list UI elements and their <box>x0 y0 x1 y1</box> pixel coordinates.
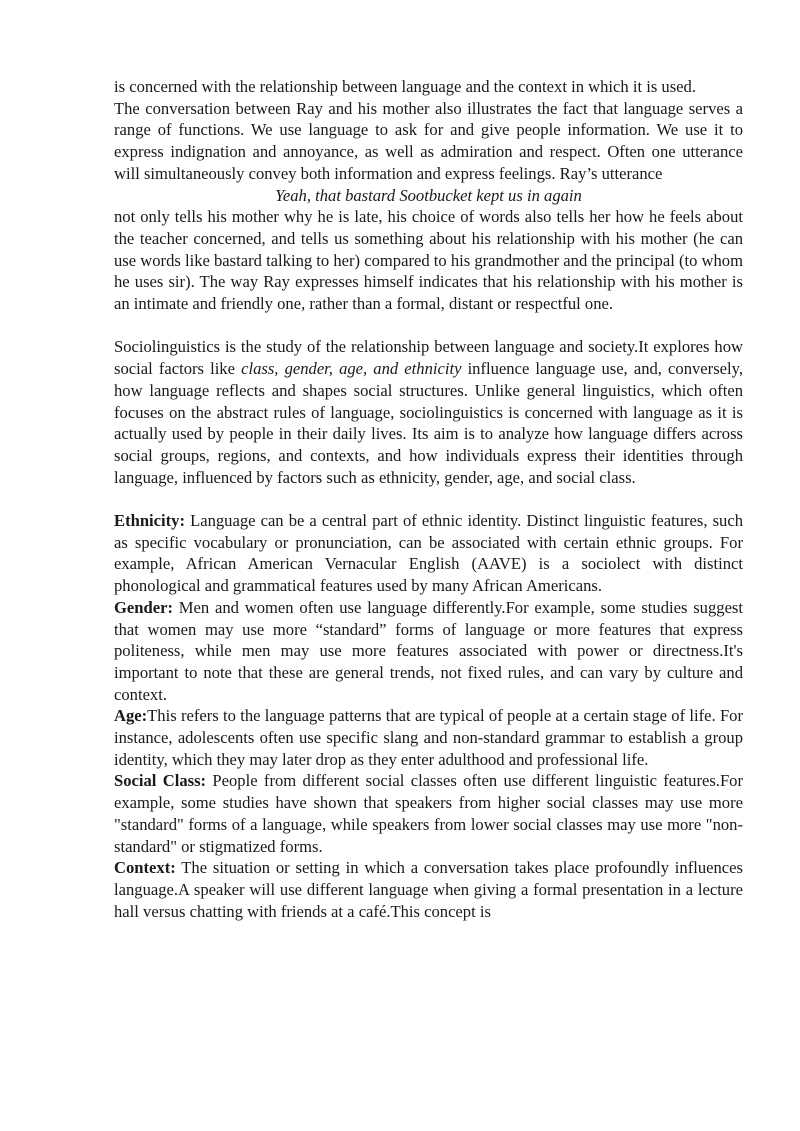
factor-term: Context: <box>114 858 176 878</box>
factor-ethnicity <box>114 510 743 597</box>
factor-text: The situation or setting in which a conversation takes place profoundly influences language.A speaker will use different language when giving a formal presentation in a lecture hall versus chatting with friends at a café.This concept is <box>114 858 743 921</box>
intro-paragraph-3: not only tells his mother why he is late, his choice of words also tells her how he feels about the teacher concerned, and tells us something about his relationship with his mother (he can use words like bastard talking to her) compared to his grandmother and the principal (to whom he uses sir). The way Ray expresses himself indicates that his relationship with his mother is an intimate and friendly one, rather than a formal, distant or respectful one. <box>114 207 744 314</box>
socio-factors-italic: class, gender, age, and ethnicity <box>241 359 462 379</box>
sociolinguistics-paragraph <box>114 336 743 488</box>
socio-text-before: Sociolinguistics is the study of the relationship between language and society.It explores how social factors like <box>114 337 743 379</box>
factor-text: People from different social classes often use different linguistic features.For example, some studies have shown that speakers from higher social classes may use more "standard" forms of a language, while speakers from lower social classes may use more "non-standard" or stigmatized forms. <box>114 771 743 856</box>
factor-age <box>114 705 743 770</box>
paragraph-gap <box>114 488 743 510</box>
document-page <box>114 76 743 922</box>
factor-context <box>114 857 743 922</box>
paragraph-gap <box>114 315 743 337</box>
factor-term: Social Class: <box>114 771 207 791</box>
factor-gender <box>114 597 743 706</box>
factor-term: Ethnicity: <box>114 511 185 531</box>
factor-social-class <box>114 770 743 857</box>
factor-text: This refers to the language patterns that are typical of people at a certain stage of life. For instance, adolescents often use specific slang and non-standard grammar to establish a group identity, which they may later drop as they enter adulthood and professional life. <box>114 706 743 769</box>
factor-term: Age: <box>114 706 148 726</box>
socio-text-after: influence language use, and, conversely, how language reflects and shapes social structures. Unlike general linguistics, which often focuses on the abstract rules of language, sociolinguistics is concerned with language as it is actually used by people in their daily lives. Its aim is to analyze how language differs across social groups, regions, and contexts, and how individuals express their identities through language, influenced by factors such as ethnicity, gender, age, and social class. <box>114 359 743 487</box>
factor-text: Men and women often use language differently.For example, some studies suggest that women may use more “standard” forms of language or more features that express politeness, while men may use more features associated with power or directness.It's important to note that these are general trends, not fixed rules, and can vary by culture and context. <box>114 597 743 704</box>
quoted-utterance: Yeah, that bastard Sootbucket kept us in again <box>275 185 582 205</box>
intro-paragraph-2: The conversation between Ray and his mother also illustrates the fact that language serves a range of functions. We use language to ask for and give people information. We use it to express indignation and annoyance, as well as admiration and respect. Often one utterance will simultaneously convey both information and express feelings. Ray’s utterance <box>114 98 743 183</box>
intro-paragraph-1: is concerned with the relationship between language and the context in which it is used. <box>114 77 696 96</box>
factor-text: Language can be a central part of ethnic identity. Distinct linguistic features, such as specific vocabulary or pronunciation, can be associated with certain ethnic groups. For example, African American Vernacular English (AAVE) is a sociolect with distinct phonological and grammatical features used by many African Americans. <box>114 511 743 596</box>
factor-term: Gender: <box>114 597 173 617</box>
